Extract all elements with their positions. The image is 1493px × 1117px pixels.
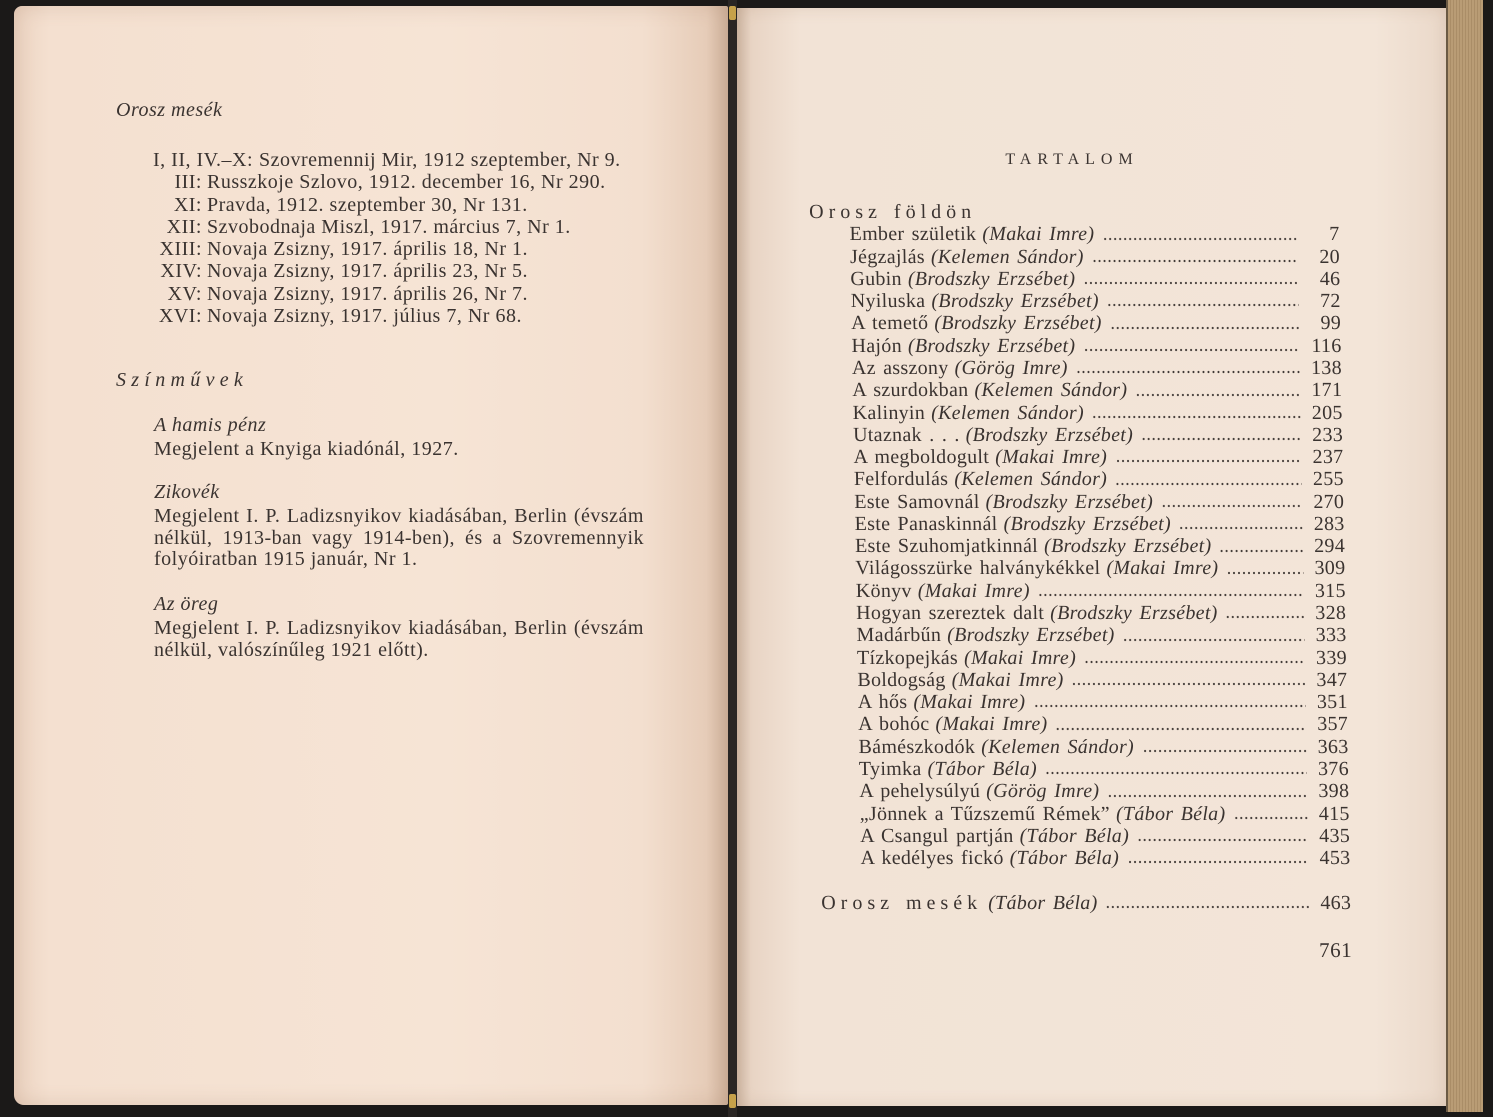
source-label: XVI: — [158, 305, 202, 328]
story-title: Jégzajlás — [849, 245, 926, 268]
page-ref: 453 — [1319, 847, 1351, 870]
dot-leader — [1226, 571, 1303, 575]
source-label: XIII: — [159, 238, 202, 261]
source-text: Szvobodnaja Miszl, 1917. március 7, Nr 1. — [207, 215, 571, 238]
source-text: Szovremennij Mir, 1912 szeptember, Nr 9. — [259, 149, 621, 171]
dot-leader — [1135, 393, 1300, 397]
page-ref: 7 — [1329, 223, 1340, 246]
story-title: Bámészkodók — [858, 735, 976, 758]
play-title: Az öreg — [154, 593, 219, 615]
source-row — [153, 149, 621, 171]
toc-entry — [809, 223, 1339, 245]
translator: (Kelemen Sándor) — [930, 245, 1084, 268]
dot-leader — [1056, 727, 1307, 731]
source-text: Novaja Zsizny, 1917. április 18, Nr 1. — [207, 238, 528, 261]
page-ref: 463 — [1320, 891, 1352, 914]
toc-entry — [814, 491, 1344, 513]
source-row — [153, 216, 621, 238]
left-page — [14, 6, 728, 1105]
dot-leader — [1102, 237, 1297, 241]
translator: (Kelemen Sándor) — [954, 468, 1108, 491]
source-text: Russzkoje Szlovo, 1912. december 16, Nr 290. — [207, 171, 606, 194]
page-ref: 398 — [1318, 780, 1350, 803]
headband-top — [729, 6, 736, 20]
toc-entry — [813, 424, 1343, 446]
dot-leader — [1072, 682, 1306, 686]
translator: (Makai Imre) — [913, 691, 1026, 714]
page-ref: 283 — [1313, 512, 1345, 535]
story-title: A pehelysúlyú — [859, 780, 981, 803]
table-of-contents — [809, 201, 1353, 981]
dot-leader — [1107, 794, 1307, 798]
page-ref: 309 — [1314, 557, 1346, 580]
page-ref: 20 — [1319, 245, 1341, 268]
source-row — [153, 194, 621, 216]
page-ref: 237 — [1312, 446, 1344, 469]
translator: (Kelemen Sándor) — [930, 401, 1085, 424]
contents-heading: TARTALOM — [1005, 151, 1139, 168]
dot-leader — [1092, 415, 1301, 419]
page-ref: 233 — [1311, 423, 1344, 446]
dot-leader — [1083, 281, 1298, 285]
dot-leader — [1142, 749, 1307, 753]
translator: (Görög Imre) — [986, 780, 1100, 803]
toc-entry — [810, 246, 1340, 268]
page-ref: 171 — [1311, 379, 1343, 402]
page-ref: 415 — [1318, 802, 1350, 825]
translator: (Makai Imre) — [982, 223, 1095, 246]
source-label: I, II, IV.–X: — [153, 149, 254, 171]
toc-entry — [819, 780, 1349, 802]
page-ref: 376 — [1317, 758, 1350, 781]
page-ref: 205 — [1311, 401, 1343, 424]
story-title: Ember születik — [849, 223, 977, 246]
story-title: Az asszony — [851, 356, 949, 379]
page-ref: 347 — [1316, 668, 1348, 691]
dot-leader — [1115, 459, 1301, 463]
translator: (Tábor Béla) — [1019, 824, 1130, 847]
source-text: Pravda, 1912. szeptember 30, Nr 131. — [207, 193, 528, 216]
story-title: Este Panaskinnál — [854, 512, 998, 535]
source-text: Novaja Zsizny, 1917. április 26, Nr 7. — [207, 282, 528, 305]
story-title: A Csangul partján — [859, 824, 1014, 847]
dot-leader — [1141, 437, 1301, 441]
toc-entry — [820, 825, 1350, 847]
story-title: Este Samovnál — [854, 490, 980, 513]
dot-leader — [1123, 638, 1305, 642]
source-text: Novaja Zsizny, 1917. április 23, Nr 5. — [207, 260, 528, 283]
toc-entry — [811, 312, 1341, 334]
story-title: A bohóc — [857, 713, 930, 736]
dot-leader — [1033, 704, 1305, 708]
toc-entry — [817, 647, 1347, 669]
toc-entry — [820, 803, 1350, 825]
toc-entry — [814, 468, 1344, 490]
dot-leader — [1045, 771, 1307, 775]
section-title-szinmuvek: Színművek — [116, 369, 249, 391]
translator: (Makai Imre) — [951, 668, 1064, 691]
source-label: XII: — [166, 215, 202, 238]
source-row — [153, 305, 621, 327]
story-title: Utaznak . . . — [852, 423, 960, 446]
dot-leader — [1092, 259, 1298, 263]
play-note-line: folyóiratban 1915 január, Nr 1. — [154, 548, 418, 570]
translator: (Tábor Béla) — [1009, 847, 1120, 870]
translator: (Brodszky Erzsébet) — [985, 490, 1154, 513]
page-ref: 99 — [1320, 312, 1342, 335]
headband-bottom — [729, 1094, 736, 1108]
toc-entry — [816, 580, 1346, 602]
translator: (Makai Imre) — [935, 713, 1048, 736]
section-title-orosz-mesek: Orosz mesék — [821, 891, 983, 914]
translator: (Kelemen Sándor) — [980, 735, 1135, 758]
dot-leader — [1107, 303, 1299, 307]
translator: (Brodszky Erzsébet) — [934, 312, 1102, 335]
page-ref: 116 — [1311, 334, 1342, 357]
play-note-line: Megjelent I. P. Ladizsnyikov kiadásában, Berlin (évszám — [154, 505, 644, 527]
translator: (Kelemen Sándor) — [974, 379, 1128, 402]
play-entry — [154, 414, 644, 461]
toc-entry — [814, 513, 1344, 535]
page-ref: 294 — [1313, 535, 1346, 558]
section-title-orosz-mesek: Orosz mesék — [116, 99, 223, 121]
toc-entry — [818, 736, 1348, 758]
toc-entry — [811, 335, 1341, 357]
page-ref: 339 — [1315, 646, 1348, 669]
toc-entry — [812, 379, 1342, 401]
toc-entry — [818, 691, 1348, 713]
dot-leader — [1233, 816, 1307, 820]
toc-entry — [815, 558, 1345, 580]
toc-entry — [813, 402, 1343, 424]
dot-leader — [1226, 615, 1305, 619]
play-note-line: nélkül, 1913-ban vagy 1914-ben), és a Szovremennyik — [154, 526, 644, 549]
story-title: Hogyan szereztek dalt — [856, 602, 1045, 625]
translator: (Brodszky Erzsébet) — [1050, 602, 1218, 625]
page-ref: 46 — [1319, 267, 1341, 290]
toc-entry — [811, 290, 1341, 312]
translator: (Tábor Béla) — [927, 758, 1038, 781]
story-title: Gubin — [850, 267, 903, 290]
dot-leader — [1106, 905, 1310, 909]
page-number: 761 — [1318, 938, 1353, 962]
source-label: XIV: — [160, 260, 202, 283]
cover-cloth-edge — [1446, 0, 1483, 1112]
dot-leader — [1110, 326, 1299, 330]
dot-leader — [1161, 504, 1302, 508]
translator: (Brodszky Erzsébet) — [907, 334, 1076, 357]
play-entry — [154, 593, 644, 661]
story-title: Tízkopejkás — [856, 646, 959, 669]
story-title: „Jönnek a Tűzszemű Rémek” — [859, 802, 1111, 825]
translator: (Brodszky Erzsébet) — [1043, 535, 1212, 558]
source-label: XV: — [167, 282, 202, 305]
story-title: Boldogság — [857, 668, 946, 691]
page-ref: 351 — [1316, 691, 1348, 714]
dot-leader — [1076, 370, 1300, 374]
translator: (Brodszky Erzsébet) — [931, 290, 1100, 313]
story-title: Hajón — [851, 334, 903, 357]
story-title: A megboldogult — [853, 446, 990, 469]
play-title: A hamis pénz — [154, 414, 267, 436]
story-title: Nyiluska — [850, 290, 926, 313]
translator: (Brodszky Erzsébet) — [907, 267, 1076, 290]
translator: (Brodszky Erzsébet) — [946, 624, 1115, 647]
story-title: A temető — [850, 312, 929, 335]
translator: (Görög Imre) — [954, 356, 1068, 379]
toc-entry — [818, 713, 1348, 735]
play-note-line: nélkül, valószínűleg 1921 előtt). — [154, 638, 429, 661]
page-ref: 138 — [1310, 356, 1343, 379]
book-gutter — [728, 0, 737, 1117]
translator: (Makai Imre) — [917, 579, 1030, 602]
source-row — [153, 283, 621, 305]
story-title: Kalinyin — [852, 401, 926, 424]
play-note-line: Megjelent a Knyiga kiadónál, 1927. — [154, 438, 459, 460]
translator: (Tábor Béla) — [1115, 802, 1226, 825]
translator: (Makai Imre) — [1106, 557, 1219, 580]
story-title: Madárbűn — [856, 624, 942, 647]
dot-leader — [1179, 526, 1303, 530]
story-title: Világosszürke halványkékkel — [855, 557, 1101, 580]
page-ref: 328 — [1315, 602, 1347, 625]
translator: (Tábor Béla) — [987, 891, 1098, 914]
translator: (Brodszky Erzsébet) — [1003, 512, 1172, 535]
toc-entry — [815, 535, 1345, 557]
dot-leader — [1220, 549, 1304, 553]
toc-entry — [819, 758, 1349, 780]
page-ref: 435 — [1318, 824, 1351, 847]
source-text: Novaja Zsizny, 1917. július 7, Nr 68. — [207, 305, 522, 328]
story-title: Könyv — [855, 579, 912, 602]
dot-leader — [1038, 593, 1304, 597]
play-title: Zikovék — [154, 481, 220, 503]
page-ref: 357 — [1317, 713, 1349, 736]
source-label: III: — [174, 171, 202, 194]
source-list — [153, 149, 621, 327]
play-entry — [154, 481, 644, 571]
source-row — [153, 260, 621, 282]
translator: (Brodszky Erzsébet) — [965, 423, 1134, 446]
story-title: Este Szuhomjatkinnál — [854, 535, 1039, 558]
page-ref: 72 — [1319, 290, 1341, 313]
dot-leader — [1084, 660, 1305, 664]
toc-section-title: Orosz földön — [809, 201, 977, 223]
toc-entry — [816, 602, 1346, 624]
toc-final-entry — [821, 892, 1351, 914]
dot-leader — [1137, 838, 1308, 842]
toc-entry — [810, 268, 1340, 290]
story-title: A hős — [857, 691, 908, 714]
page-ref: 363 — [1317, 735, 1349, 758]
source-label: XI: — [173, 193, 202, 216]
source-row — [153, 171, 621, 193]
story-title: A szurdokban — [852, 379, 969, 402]
translator: (Makai Imre) — [994, 446, 1108, 469]
dot-leader — [1127, 860, 1308, 864]
right-page — [737, 8, 1446, 1106]
play-note-line: Megjelent I. P. Ladizsnyikov kiadásában, Berlin (évszám — [154, 617, 644, 639]
page-ref: 270 — [1313, 490, 1345, 513]
story-title: A kedélyes fickó — [860, 847, 1004, 870]
page-ref: 255 — [1312, 468, 1345, 491]
toc-entry — [812, 357, 1342, 379]
toc-entry — [820, 847, 1350, 869]
toc-entry — [816, 624, 1346, 646]
dot-leader — [1115, 482, 1302, 486]
story-title: Felfordulás — [853, 468, 949, 491]
toc-entry — [817, 669, 1347, 691]
source-row — [153, 238, 621, 260]
toc-entry — [813, 446, 1343, 468]
story-title: Tyimka — [858, 758, 922, 781]
dot-leader — [1083, 348, 1299, 352]
page-ref: 333 — [1315, 624, 1347, 647]
page-ref: 315 — [1314, 579, 1346, 602]
translator: (Makai Imre) — [963, 646, 1077, 669]
